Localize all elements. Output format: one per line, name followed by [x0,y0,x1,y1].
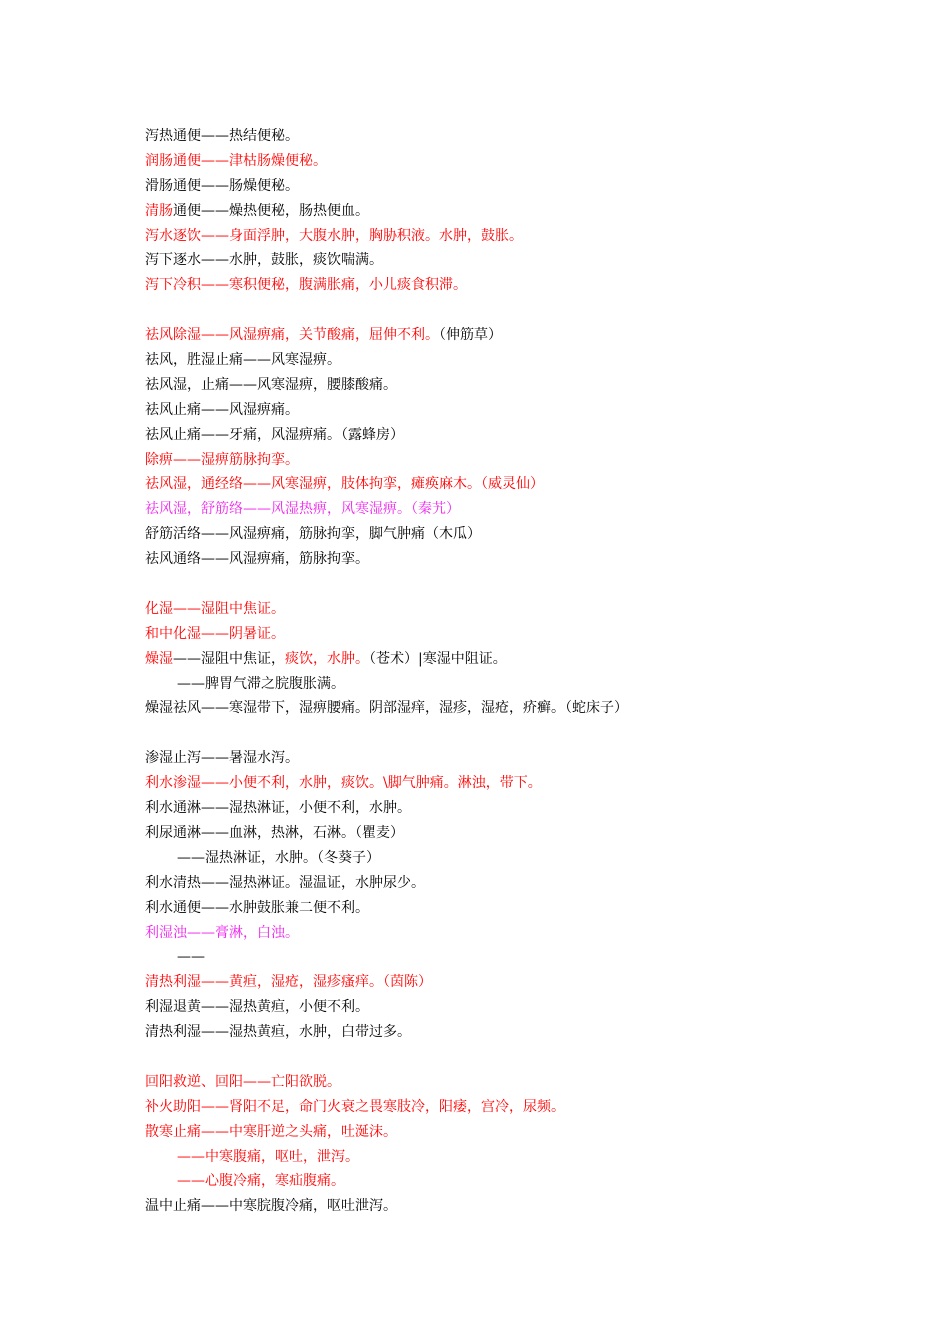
text-line [145,423,905,448]
text-segment: 祛风湿，舒筋络——风湿热痹，风寒湿痹。（秦艽） [145,501,460,518]
text-segment: 清热利湿——黄疸，湿疮，湿疹瘙痒。（茵陈） [145,974,432,991]
text-line [145,273,905,298]
text-segment: 燥湿 [145,650,173,667]
text-line [145,348,905,373]
text-segment: （苍术）|寒湿中阻证。 [369,650,507,667]
text-segment: 利湿退黄——湿热黄疸，小便不利。 [145,999,369,1016]
text-line [145,970,905,995]
section-wenli [145,1070,905,1219]
text-segment: ——心腹冷痛，寒疝腹痛。 [177,1173,345,1190]
text-segment: 利水渗湿——小便不利，水肿，痰饮。\脚气肿痛。淋浊，带下。 [145,775,542,792]
text-line [145,448,905,473]
text-segment: 泻热通便——热结便秘。 [145,128,299,144]
text-segment: 利水清热——湿热淋证。湿温证，水肿尿少。 [145,874,425,891]
text-segment: 滑肠通便——肠燥便秘。 [145,177,299,194]
text-segment: 泻下冷积——寒积便秘，腹满胀痛，小儿痰食积滞。 [145,277,467,294]
text-line [145,124,905,149]
text-line [145,1169,905,1194]
text-line [145,547,905,572]
text-segment: 利尿通淋——血淋，热淋，石淋。（瞿麦） [145,824,404,841]
text-line [145,846,905,871]
text-line [145,771,905,796]
text-segment: 利水通便——水肿鼓胀兼二便不利。 [145,899,369,916]
section-spacer [145,1045,905,1070]
text-line [145,1194,905,1219]
text-segment: 化湿——湿阻中焦证。 [145,600,285,617]
text-segment: 清肠 [145,202,173,219]
section-tongbian [145,124,905,298]
text-line [145,1095,905,1120]
text-segment: 祛风止痛——牙痛，风湿痹痛。（露蜂房） [145,426,404,443]
text-line [145,995,905,1020]
text-line [145,821,905,846]
text-line [145,647,905,672]
section-lishui [145,746,905,1045]
text-line [145,1145,905,1170]
text-line [145,174,905,199]
text-segment: ——湿热淋证，水肿。（冬葵子） [177,849,380,866]
text-segment: 祛风通络——风湿痹痛，筋脉拘挛。 [145,551,369,568]
text-line [145,796,905,821]
text-line [145,871,905,896]
text-segment: （伸筋草） [439,327,502,344]
text-segment: 祛风除湿——风湿痹痛，关节酸痛，屈伸不利。 [145,327,439,344]
text-segment: ——中寒腹痛，呕吐，泄泻。 [177,1148,359,1165]
text-line [145,472,905,497]
text-segment: 泻下逐水——水肿，鼓胀，痰饮喘满。 [145,252,383,269]
text-segment: 痰饮，水肿。 [285,650,369,667]
text-segment: 祛风止痛——风湿痹痛。 [145,401,299,418]
text-line [145,746,905,771]
text-segment: 温中止痛——中寒脘腹冷痛，呕吐泄泻。 [145,1198,397,1215]
text-line [145,1120,905,1145]
text-segment: 祛风，胜湿止痛——风寒湿痹。 [145,352,341,369]
text-line [145,522,905,547]
section-qufeng [145,323,905,572]
text-line [145,497,905,522]
text-line [145,323,905,348]
text-segment: ——脾胃气滞之脘腹胀满。 [177,675,345,692]
section-huashi [145,597,905,721]
text-segment: 泻水逐饮——身面浮肿，大腹水肿，胸胁积液。水肿，鼓胀。 [145,227,523,244]
text-segment: 除痹——湿痹筋脉拘挛。 [145,451,299,468]
text-segment: 利湿浊——膏淋，白浊。 [145,924,299,941]
document-body [145,124,905,1219]
section-spacer [145,572,905,597]
text-line [145,1020,905,1045]
text-line [145,1070,905,1095]
text-line [145,199,905,224]
text-line [145,248,905,273]
text-segment: 祛风湿，止痛——风寒湿痹，腰膝酸痛。 [145,376,397,393]
text-segment: 和中化湿——阴暑证。 [145,625,285,642]
section-spacer [145,721,905,746]
text-line [145,921,905,946]
text-segment: 利水通淋——湿热淋证，小便不利，水肿。 [145,800,411,817]
text-line [145,896,905,921]
text-segment: 通便——燥热便秘，肠热便血。 [173,202,369,219]
text-line [145,149,905,174]
text-line [145,622,905,647]
text-segment: 祛风湿，通经络——风寒湿痹，肢体拘挛，瘫痪麻木。（威灵仙） [145,476,544,493]
text-line [145,398,905,423]
text-segment: 回阳救逆、回阳——亡阳欲脱。 [145,1073,341,1090]
text-line [145,672,905,697]
section-spacer [145,298,905,323]
text-line [145,373,905,398]
text-segment: 舒筋活络——风湿痹痛，筋脉拘挛，脚气肿痛（木瓜） [145,526,481,543]
text-segment: 补火助阳——肾阳不足，命门火衰之畏寒肢冷，阳痿，宫冷，尿频。 [145,1098,565,1115]
text-line [145,696,905,721]
text-segment: 清热利湿——湿热黄疸，水肿，白带过多。 [145,1024,411,1041]
text-segment: 渗湿止泻——暑湿水泻。 [145,750,299,767]
text-segment: —— [177,949,205,966]
text-segment: ——湿阻中焦证， [173,650,285,667]
text-segment: 散寒止痛——中寒肝逆之头痛，吐涎沫。 [145,1123,397,1140]
text-line [145,945,905,970]
text-line [145,597,905,622]
text-segment: 润肠通便——津枯肠燥便秘。 [145,152,327,169]
text-line [145,224,905,249]
text-segment: 燥湿祛风——寒湿带下，湿痹腰痛。阴部湿痒，湿疹，湿疮，疥癣。（蛇床子） [145,700,628,717]
